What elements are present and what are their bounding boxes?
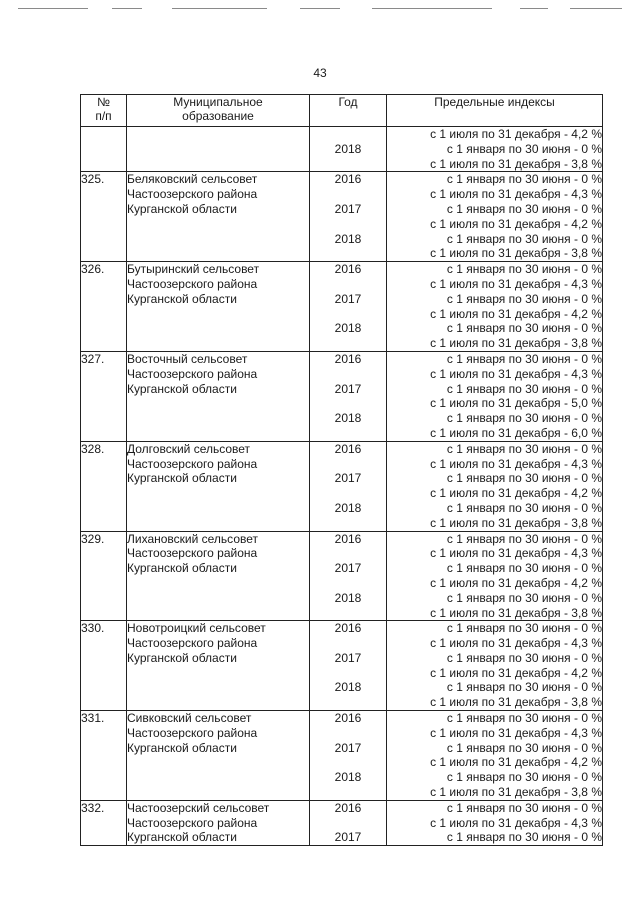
municipality-cell — [127, 800, 310, 845]
index-line: с 1 января по 30 июня - 0 % — [446, 500, 602, 515]
municipality-line: Частоозерский сельсовет — [127, 800, 270, 815]
year-line: 2018 — [334, 680, 362, 695]
year-line — [310, 127, 386, 142]
year-line — [310, 636, 386, 651]
indices-table — [80, 94, 603, 846]
year-line — [310, 187, 386, 202]
index-line: с 1 января по 30 июня - 0 % — [446, 561, 602, 576]
index-line: с 1 января по 30 июня - 0 % — [446, 231, 602, 246]
year-line: 2016 — [334, 800, 362, 815]
index-line: с 1 июля по 31 декабря - 3,8 % — [430, 246, 602, 261]
index-line: с 1 января по 30 июня - 0 % — [446, 351, 602, 366]
row-number — [81, 711, 127, 801]
table-header-row — [81, 95, 603, 127]
municipality-cell — [127, 711, 310, 801]
municipality-line: Новотроицкий сельсовет — [127, 621, 266, 636]
indices-cell — [387, 127, 603, 172]
header-num-line: п/п — [95, 109, 112, 123]
year-line — [310, 457, 386, 472]
index-line: с 1 января по 30 июня - 0 % — [446, 590, 602, 605]
index-line: с 1 июля по 31 декабря - 4,3 % — [430, 815, 602, 830]
indices-cell — [387, 621, 603, 711]
indices-cell — [387, 262, 603, 352]
year-line — [310, 277, 386, 292]
index-line: с 1 июля по 31 декабря - 4,3 % — [430, 546, 602, 561]
year-line — [310, 486, 386, 501]
index-line: с 1 января по 30 июня - 0 % — [446, 621, 602, 636]
municipality-line: Курганской области — [127, 830, 237, 845]
index-line: с 1 января по 30 июня - 0 % — [446, 141, 602, 156]
year-line — [310, 367, 386, 382]
index-line: с 1 июля по 31 декабря - 3,8 % — [430, 695, 602, 710]
row-number-text: 326. — [81, 262, 105, 277]
year-cell — [310, 441, 387, 531]
year-line — [310, 246, 386, 261]
index-line: с 1 июля по 31 декабря - 4,3 % — [430, 276, 602, 291]
indices-cell — [387, 800, 603, 845]
year-line: 2018 — [334, 411, 362, 426]
table-row — [81, 127, 603, 172]
year-line: 2017 — [334, 740, 362, 755]
municipality-line: Частоозерского района — [127, 187, 258, 202]
row-number — [81, 531, 127, 621]
indices-cell — [387, 441, 603, 531]
year-line: 2017 — [334, 291, 362, 306]
year-line: 2018 — [334, 321, 362, 336]
year-line: 2018 — [334, 231, 362, 246]
index-line: с 1 января по 30 июня - 0 % — [446, 172, 602, 187]
year-line — [310, 396, 386, 411]
index-line: с 1 января по 30 июня - 0 % — [446, 291, 602, 306]
table-row — [81, 262, 603, 352]
municipality-cell — [127, 621, 310, 711]
municipality-line: Частоозерского района — [127, 815, 258, 830]
index-line: с 1 июля по 31 декабря - 4,2 % — [430, 216, 602, 231]
municipality-line: Курганской области — [127, 561, 237, 576]
table-row — [81, 441, 603, 531]
index-line: с 1 июля по 31 декабря - 3,8 % — [430, 515, 602, 530]
municipality-line: Сивковский сельсовет — [127, 711, 252, 726]
row-number-text — [81, 127, 126, 142]
year-cell — [310, 262, 387, 352]
year-line: 2017 — [334, 650, 362, 665]
year-cell — [310, 172, 387, 262]
municipality-line: Беляковский сельсовет — [127, 172, 258, 187]
year-line: 2016 — [334, 262, 362, 277]
index-line: с 1 января по 30 июня - 0 % — [446, 471, 602, 486]
index-line: с 1 июля по 31 декабря - 4,3 % — [430, 187, 602, 202]
index-line: с 1 июля по 31 декабря - 4,3 % — [430, 366, 602, 381]
index-line: с 1 января по 30 июня - 0 % — [446, 321, 602, 336]
municipality-line: Частоозерского района — [127, 456, 258, 471]
row-number — [81, 172, 127, 262]
header-year — [310, 95, 387, 127]
municipality-line: Бутыринский сельсовет — [127, 262, 260, 277]
header-num — [81, 95, 127, 127]
year-cell — [310, 621, 387, 711]
year-line: 2017 — [334, 561, 362, 576]
municipality-cell — [127, 172, 310, 262]
municipality-line: Лихановский сельсовет — [127, 531, 258, 546]
row-number-text: 325. — [81, 172, 105, 187]
municipality-cell — [127, 351, 310, 441]
row-number — [81, 262, 127, 352]
indices-cell — [387, 711, 603, 801]
year-line: 2016 — [334, 711, 362, 726]
index-line: с 1 июля по 31 декабря - 3,8 % — [430, 336, 602, 351]
row-number-text: 331. — [81, 711, 105, 726]
table-row — [81, 531, 603, 621]
year-line: 2018 — [334, 141, 362, 156]
index-line: с 1 января по 30 июня - 0 % — [446, 740, 602, 755]
municipality-line: Долговский сельсовет — [127, 441, 251, 456]
row-number-text: 330. — [81, 621, 105, 636]
row-number — [81, 127, 127, 172]
municipality-line: Частоозерского района — [127, 546, 258, 561]
year-line — [310, 576, 386, 591]
year-line: 2017 — [334, 381, 362, 396]
table-row — [81, 351, 603, 441]
table-row — [81, 172, 603, 262]
index-line: с 1 января по 30 июня - 0 % — [446, 711, 602, 726]
year-line — [310, 336, 386, 351]
municipality-line: Курганской области — [127, 650, 237, 665]
index-line: с 1 января по 30 июня - 0 % — [446, 411, 602, 426]
index-line: с 1 июля по 31 декабря - 4,2 % — [430, 127, 602, 141]
row-number-text: 332. — [81, 800, 105, 815]
year-line — [310, 816, 386, 831]
index-line: с 1 января по 30 июня - 0 % — [446, 262, 602, 277]
header-municipality — [127, 95, 310, 127]
index-line: с 1 января по 30 июня - 0 % — [446, 800, 602, 815]
row-number — [81, 351, 127, 441]
municipality-line: Курганской области — [127, 291, 237, 306]
year-line: 2016 — [334, 621, 362, 636]
municipality-cell — [127, 127, 310, 172]
index-line: с 1 июля по 31 декабря - 4,2 % — [430, 306, 602, 321]
index-line: с 1 января по 30 июня - 0 % — [446, 381, 602, 396]
row-number — [81, 621, 127, 711]
municipality-line — [127, 142, 309, 157]
year-line — [310, 546, 386, 561]
row-number-text: 329. — [81, 531, 105, 546]
municipality-line: Курганской области — [127, 740, 237, 755]
year-cell — [310, 711, 387, 801]
year-line: 2016 — [334, 172, 362, 187]
indices-cell — [387, 531, 603, 621]
municipality-line: Частоозерского района — [127, 636, 258, 651]
index-line: с 1 июля по 31 декабря - 5,0 % — [430, 396, 602, 411]
year-cell — [310, 351, 387, 441]
year-line — [310, 426, 386, 441]
index-line: с 1 июля по 31 декабря - 4,3 % — [430, 725, 602, 740]
header-municipality-line: образование — [182, 109, 254, 123]
index-line: с 1 января по 30 июня - 0 % — [446, 650, 602, 665]
municipality-cell — [127, 531, 310, 621]
year-line — [310, 666, 386, 681]
municipality-line: Частоозерского района — [127, 366, 258, 381]
year-line: 2018 — [334, 590, 362, 605]
table-row — [81, 800, 603, 845]
header-indices — [387, 95, 603, 127]
index-line: с 1 января по 30 июня - 0 % — [446, 770, 602, 785]
table-row — [81, 621, 603, 711]
row-number-text: 328. — [81, 441, 105, 456]
index-line: с 1 июля по 31 декабря - 4,2 % — [430, 665, 602, 680]
header-indices-line: Предельные индексы — [434, 95, 555, 109]
municipality-line: Курганской области — [127, 471, 237, 486]
index-line: с 1 января по 30 июня - 0 % — [446, 531, 602, 546]
table-row — [81, 711, 603, 801]
year-line: 2016 — [334, 441, 362, 456]
municipality-cell — [127, 262, 310, 352]
scan-top-edge — [0, 0, 640, 10]
year-cell — [310, 800, 387, 845]
year-line — [310, 695, 386, 710]
municipality-line: Частоозерского района — [127, 725, 258, 740]
year-line — [310, 516, 386, 531]
row-number — [81, 800, 127, 845]
header-year-line: Год — [338, 95, 358, 109]
year-line — [310, 785, 386, 800]
index-line: с 1 июля по 31 декабря - 4,3 % — [430, 636, 602, 651]
year-line — [310, 606, 386, 621]
year-line: 2017 — [334, 201, 362, 216]
municipality-line — [127, 157, 309, 172]
index-line: с 1 июля по 31 декабря - 4,3 % — [430, 456, 602, 471]
indices-cell — [387, 172, 603, 262]
year-line — [310, 157, 386, 172]
year-line: 2016 — [334, 351, 362, 366]
municipality-line: Курганской области — [127, 201, 237, 216]
index-line: с 1 июля по 31 декабря - 3,8 % — [430, 605, 602, 620]
index-line: с 1 января по 30 июня - 0 % — [446, 830, 602, 845]
year-line: 2017 — [334, 830, 362, 845]
year-line: 2017 — [334, 471, 362, 486]
municipality-line: Восточный сельсовет — [127, 351, 248, 366]
year-line — [310, 755, 386, 770]
indices-cell — [387, 351, 603, 441]
municipality-line: Частоозерского района — [127, 276, 258, 291]
page-number: 43 — [313, 66, 327, 80]
index-line: с 1 июля по 31 декабря - 4,2 % — [430, 486, 602, 501]
municipality-line — [127, 127, 309, 142]
year-line — [310, 307, 386, 322]
municipality-cell — [127, 441, 310, 531]
index-line: с 1 января по 30 июня - 0 % — [446, 441, 602, 456]
index-line: с 1 июля по 31 декабря - 3,8 % — [430, 785, 602, 800]
row-number-text: 327. — [81, 351, 105, 366]
index-line: с 1 января по 30 июня - 0 % — [446, 680, 602, 695]
year-line: 2016 — [334, 531, 362, 546]
year-line — [310, 217, 386, 232]
index-line: с 1 июля по 31 декабря - 3,8 % — [430, 156, 602, 171]
row-number — [81, 441, 127, 531]
year-line: 2018 — [334, 500, 362, 515]
header-municipality-line: Муниципальное — [173, 95, 263, 109]
year-line: 2018 — [334, 770, 362, 785]
year-cell — [310, 127, 387, 172]
index-line: с 1 января по 30 июня - 0 % — [446, 201, 602, 216]
year-line — [310, 726, 386, 741]
index-line: с 1 июля по 31 декабря - 6,0 % — [430, 425, 602, 440]
municipality-line: Курганской области — [127, 381, 237, 396]
index-line: с 1 июля по 31 декабря - 4,2 % — [430, 575, 602, 590]
header-num-line: № — [97, 95, 110, 109]
index-line: с 1 июля по 31 декабря - 4,2 % — [430, 755, 602, 770]
year-cell — [310, 531, 387, 621]
